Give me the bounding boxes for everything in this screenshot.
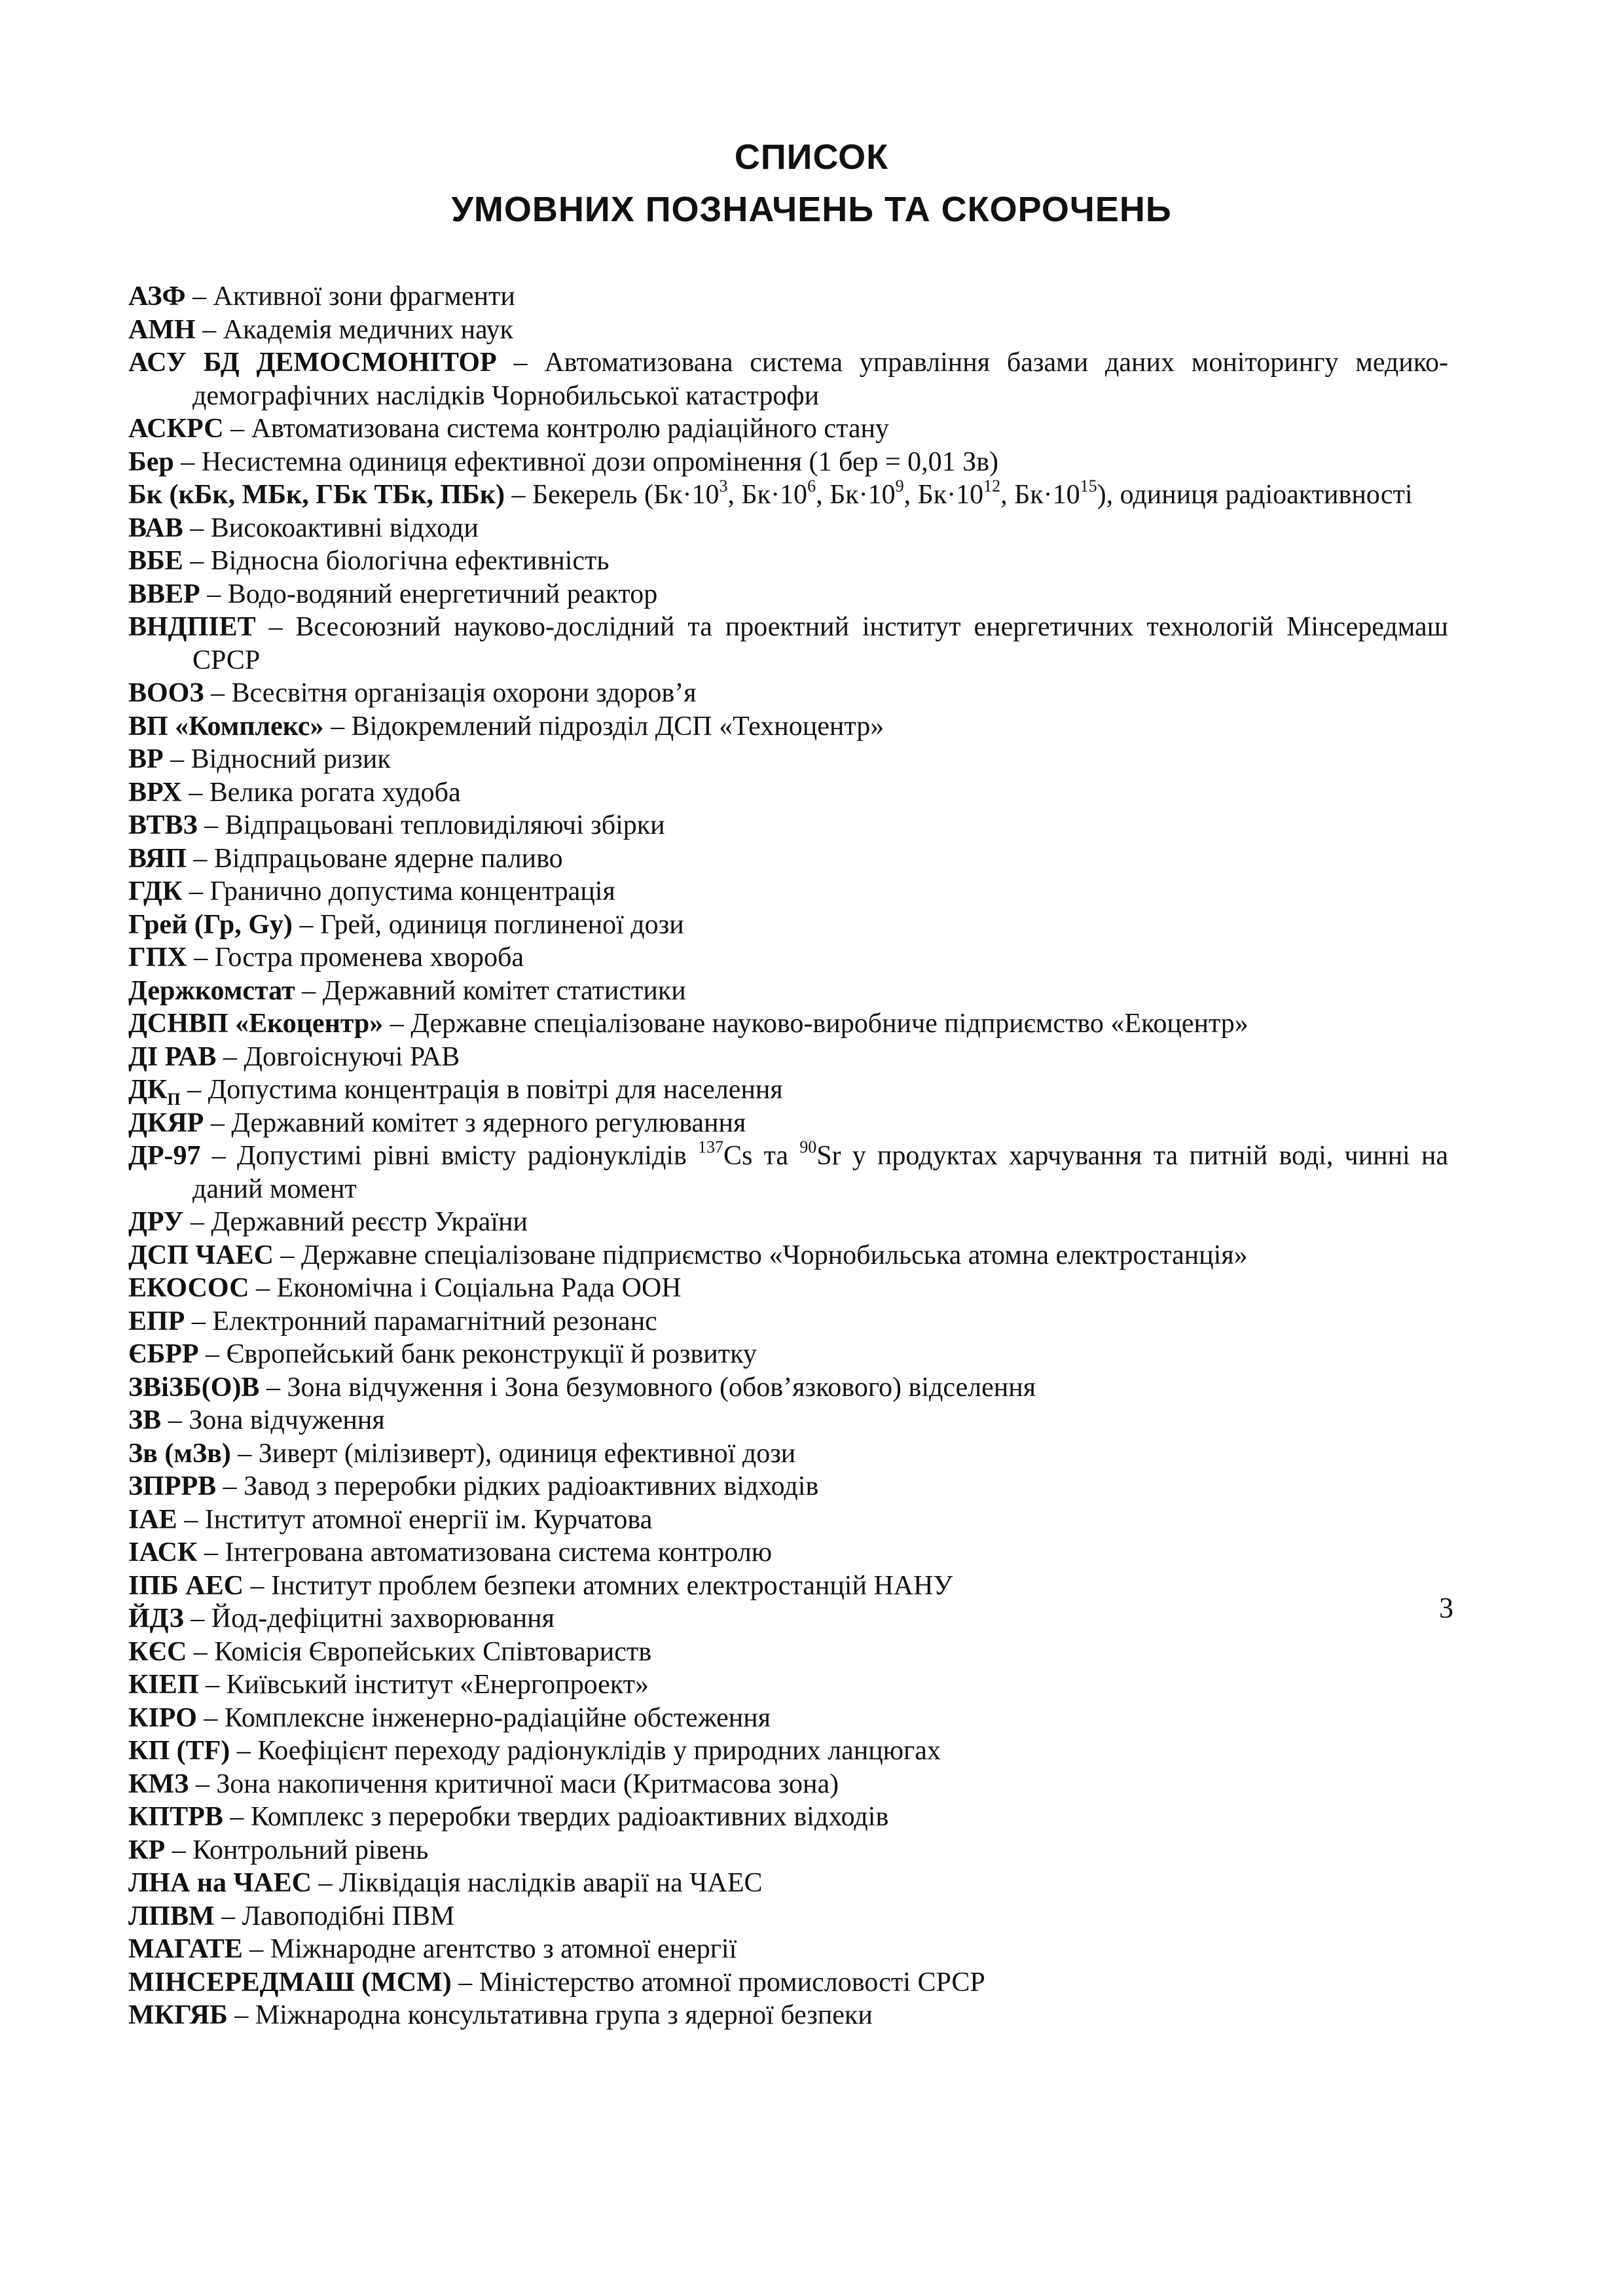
abbreviation-entry	[128, 677, 1448, 710]
abbreviation-term: АСКРС	[128, 414, 224, 444]
abbreviation-term: ІАЕ	[128, 1504, 177, 1535]
abbreviation-entry	[128, 1503, 1448, 1537]
entry-dash: –	[170, 744, 185, 774]
abbreviation-definition: Інтегрована автоматизована система контролю	[225, 1537, 773, 1568]
abbreviation-term: МІНСЕРЕДМАШ (МСМ)	[128, 1967, 452, 1998]
abbreviation-definition: Відпрацьоване ядерне паливо	[213, 843, 563, 874]
entry-dash: –	[190, 1207, 204, 1237]
abbreviation-definition: Водо-водяний енергетичний реактор	[227, 579, 658, 609]
abbreviation-definition: Комплексне інженерно-радіаційне обстеження	[224, 1702, 771, 1733]
definition-text: , Бк·10	[727, 480, 808, 510]
entry-dash: –	[230, 414, 245, 444]
abbreviation-term: ЄБРР	[128, 1339, 199, 1369]
abbreviation-definition: Комплекс з переробки твердих радіоактивних відходів	[250, 1802, 889, 1832]
abbreviation-term: АМН	[128, 314, 196, 345]
entry-dash: –	[193, 1636, 208, 1667]
abbreviation-term: ДСНВП «Екоцентр»	[128, 1009, 384, 1039]
entry-dash: –	[331, 711, 345, 742]
abbreviation-entry	[128, 941, 1448, 975]
abbreviation-definition: Автоматизована система управління базами даних моніторингу медико-демографічних наслідків Чорнобильської катастрофи	[192, 348, 1449, 411]
abbreviation-term: Зв (мЗв)	[128, 1438, 231, 1469]
abbreviation-definition: Всесвітня організація охорони здоров’я	[231, 678, 697, 708]
abbreviation-term: ГДК	[128, 876, 183, 906]
superscript: 137	[698, 1138, 723, 1157]
abbreviation-entry	[128, 1305, 1448, 1338]
abbreviation-term: Бер	[128, 446, 174, 477]
entry-dash: –	[202, 314, 217, 345]
abbreviation-entry	[128, 1933, 1448, 1966]
entry-dash: –	[172, 1835, 186, 1865]
abbreviation-definition: Зона відчуження	[189, 1405, 385, 1435]
entry-dash: –	[223, 1471, 237, 1501]
abbreviation-definition: Міністерство атомної промисловості СРСР	[479, 1967, 985, 1998]
abbreviation-term: ВНДПІЕТ	[128, 612, 256, 642]
abbreviation-term: КМЗ	[128, 1768, 189, 1799]
abbreviation-term: ЗВіЗБ(О)В	[128, 1372, 260, 1403]
abbreviation-entry	[128, 1107, 1448, 1140]
abbreviation-entry	[128, 1404, 1448, 1437]
abbreviation-term: ВП «Комплекс»	[128, 711, 324, 742]
abbreviation-definition: Відокремлений підрозділ ДСП «Техноцентр»	[351, 711, 884, 742]
abbreviation-definition: Економічна і Соціальна Рада ООН	[276, 1273, 682, 1303]
abbreviation-entry	[128, 545, 1448, 578]
abbreviation-definition: Гранично допустима концентрація	[210, 876, 615, 906]
abbreviation-term: Бк (кБк, МБк, ГБк ТБк, ПБк)	[128, 480, 505, 510]
abbreviation-definition: Велика рогата худоба	[209, 777, 461, 808]
abbreviation-entry	[128, 1834, 1448, 1867]
entry-dash: –	[255, 1273, 270, 1303]
page-number: 3	[1439, 1592, 1453, 1624]
abbreviation-definition: Довгоіснуючі РАВ	[244, 1041, 460, 1072]
entry-dash: –	[207, 579, 221, 609]
entry-dash: –	[206, 1339, 220, 1369]
entry-dash: –	[184, 1504, 198, 1535]
abbreviation-entry	[128, 1206, 1448, 1239]
superscript: 6	[807, 476, 816, 495]
abbreviation-entry	[128, 1536, 1448, 1570]
abbreviation-term: ЙДЗ	[128, 1604, 184, 1634]
abbreviation-term: КІРО	[128, 1702, 197, 1733]
abbreviation-term: ДКЯР	[128, 1107, 204, 1138]
abbreviation-entry	[128, 1801, 1448, 1834]
abbreviation-term: АЗФ	[128, 281, 186, 312]
abbreviation-definition	[532, 476, 1413, 510]
entry-dash: –	[299, 909, 314, 940]
page-title: СПИСОК	[734, 137, 889, 177]
abbreviation-definition: Ліквідація наслідків аварії на ЧАЕС	[339, 1868, 763, 1898]
abbreviation-term: МАГАТЕ	[128, 1934, 243, 1964]
abbreviation-entry	[128, 314, 1448, 347]
entry-dash: –	[318, 1868, 333, 1898]
abbreviation-term: Держкомстат	[128, 975, 295, 1006]
entry-dash: –	[191, 1604, 205, 1634]
definition-text: ), одиниця радіоактивності	[1097, 480, 1413, 510]
abbreviation-definition: Інститут проблем безпеки атомних електростанцій НАНУ	[270, 1570, 953, 1601]
abbreviation-entry	[128, 1073, 1448, 1107]
definition-text: , Бк·10	[1000, 480, 1080, 510]
abbreviation-definition: Державне спеціалізоване науково-виробниче підприємство «Екоцентр»	[410, 1009, 1249, 1039]
abbreviation-entry	[128, 346, 1448, 412]
abbreviation-definition: Відносний ризик	[191, 744, 391, 774]
abbreviation-entry	[128, 512, 1448, 545]
abbreviation-term: ВВЕР	[128, 579, 200, 609]
abbreviation-entry	[128, 1570, 1448, 1603]
abbreviation-term: ЗПРРВ	[128, 1471, 217, 1501]
abbreviation-definition: Державне спеціалізоване підприємство «Чорнобильська атомна електростанція»	[301, 1240, 1248, 1270]
entry-dash: –	[230, 1802, 244, 1832]
entry-dash: –	[458, 1967, 473, 1998]
abbreviation-entry	[128, 1470, 1448, 1503]
abbreviation-definition: Гостра променева хвороба	[214, 942, 524, 973]
abbreviation-definition: Завод з переробки рідких радіоактивних відходів	[244, 1471, 819, 1501]
abbreviation-entry	[128, 412, 1448, 446]
abbreviation-entry	[128, 446, 1448, 479]
definition-text: , Бк·10	[816, 480, 896, 510]
abbreviation-entry	[128, 809, 1448, 842]
abbreviation-entry	[128, 1636, 1448, 1669]
abbreviation-list	[128, 280, 1448, 2032]
abbreviation-definition: Коефіцієнт переходу радіонуклідів у природних ланцюгах	[257, 1736, 941, 1766]
superscript: 9	[895, 476, 904, 495]
abbreviation-term: ВТВЗ	[128, 810, 198, 840]
entry-dash: –	[190, 512, 204, 543]
abbreviation-entry	[128, 1272, 1448, 1305]
definition-text: Sr у продуктах харчування та питній воді, чинні на даний момент	[192, 1141, 1449, 1204]
entry-dash: –	[168, 1405, 182, 1435]
abbreviation-entry	[128, 1867, 1448, 1900]
entry-dash: –	[266, 1372, 280, 1403]
entry-dash: –	[302, 975, 316, 1006]
abbreviation-definition: Зона відчуження і Зона безумовного (обов’язкового) відселення	[287, 1372, 1036, 1403]
abbreviation-term: КП (TF)	[128, 1736, 230, 1766]
entry-dash: –	[236, 1736, 251, 1766]
abbreviation-entry	[128, 710, 1448, 744]
abbreviation-term: ЛНА на ЧАЕС	[128, 1868, 312, 1898]
entry-dash: –	[210, 1107, 225, 1138]
abbreviation-entry	[128, 1139, 1448, 1206]
abbreviation-entry	[128, 975, 1448, 1008]
entry-dash: –	[223, 1041, 237, 1072]
abbreviation-definition: Грей, одиниця поглиненої дози	[319, 909, 684, 940]
abbreviation-definition: Міжнародне агентство з атомної енергії	[270, 1934, 737, 1964]
abbreviation-entry	[128, 1668, 1448, 1702]
entry-dash: –	[190, 546, 204, 576]
abbreviation-term: ВАВ	[128, 512, 183, 543]
abbreviation-definition: Державний комітет статистики	[322, 975, 686, 1006]
abbreviation-entry	[128, 1338, 1448, 1371]
abbreviation-definition: Міжнародна консультативна група з ядерної безпеки	[255, 2000, 873, 2030]
abbreviation-term: ДІ РАВ	[128, 1041, 217, 1072]
abbreviation-term: ЛПВМ	[128, 1901, 215, 1931]
abbreviation-entry	[128, 478, 1448, 512]
abbreviation-term: ІПБ АЕС	[128, 1570, 244, 1601]
abbreviation-term: КР	[128, 1835, 166, 1865]
entry-dash: –	[194, 942, 208, 973]
abbreviation-term: КПТРВ	[128, 1802, 223, 1832]
superscript: 90	[799, 1138, 817, 1157]
abbreviation-term: ІАСК	[128, 1537, 198, 1568]
entry-dash: –	[513, 348, 528, 378]
abbreviation-entry	[128, 578, 1448, 611]
definition-text: Допустимі рівні вмісту радіонуклідів	[236, 1141, 698, 1171]
abbreviation-term: ВРХ	[128, 777, 182, 808]
abbreviation-entry	[128, 1371, 1448, 1405]
abbreviation-entry	[128, 1041, 1448, 1074]
entry-dash: –	[221, 1901, 236, 1931]
entry-dash: –	[238, 1438, 252, 1469]
abbreviation-entry	[128, 611, 1448, 677]
abbreviation-term: ДРУ	[128, 1207, 184, 1237]
abbreviation-entry	[128, 875, 1448, 908]
entry-dash: –	[280, 1240, 295, 1270]
abbreviation-definition: Державний комітет з ядерного регулювання	[231, 1107, 746, 1138]
abbreviation-definition: Відпрацьовані тепловиділяючі збірки	[225, 810, 665, 840]
entry-dash: –	[195, 1768, 210, 1799]
abbreviation-definition: Державний реєстр України	[211, 1207, 528, 1237]
abbreviation-term: ВБЕ	[128, 546, 183, 576]
abbreviation-definition: Контрольний рівень	[192, 1835, 429, 1865]
abbreviation-entry	[128, 908, 1448, 942]
entry-dash: –	[234, 2000, 249, 2030]
entry-dash: –	[250, 1570, 264, 1601]
abbreviation-term: ДР-97	[128, 1141, 201, 1171]
abbreviation-entry	[128, 1239, 1448, 1272]
abbreviation-definition: Високоактивні відходи	[210, 512, 479, 543]
abbreviation-definition	[192, 1138, 1449, 1204]
abbreviation-term: ДК	[128, 1075, 168, 1105]
entry-dash: –	[181, 446, 195, 477]
abbreviation-term: ДСП ЧАЕС	[128, 1240, 274, 1270]
abbreviation-definition: Електронний парамагнітний резонанс	[212, 1306, 657, 1336]
entry-dash: –	[211, 678, 225, 708]
entry-dash: –	[268, 612, 283, 642]
abbreviation-entry	[128, 776, 1448, 810]
entry-dash: –	[191, 1306, 206, 1336]
abbreviation-entry	[128, 280, 1448, 314]
superscript: 3	[719, 476, 728, 495]
abbreviation-entry	[128, 1702, 1448, 1735]
superscript: 15	[1080, 476, 1097, 495]
entry-dash: –	[193, 843, 208, 874]
abbreviation-term: ВООЗ	[128, 678, 204, 708]
abbreviation-term: ВЯП	[128, 843, 187, 874]
abbreviation-definition: Комісія Європейських Співтовариств	[214, 1636, 652, 1667]
entry-dash: –	[204, 810, 219, 840]
entry-dash: –	[189, 876, 203, 906]
abbreviation-entry	[128, 743, 1448, 776]
abbreviation-definition: Допустима концентрація в повітрі для населення	[208, 1075, 783, 1105]
entry-dash: –	[187, 1075, 202, 1105]
abbreviation-term: АСУ БД ДЕМОСМОНІТОР	[128, 348, 497, 378]
abbreviation-entry	[128, 1007, 1448, 1041]
abbreviation-definition: Зона накопичення критичної маси (Критмасова зона)	[216, 1768, 839, 1799]
definition-text: Бекерель (Бк·10	[532, 480, 720, 510]
entry-dash: –	[204, 1537, 218, 1568]
abbreviation-term: МКГЯБ	[128, 2000, 228, 2030]
abbreviation-term: КІЕП	[128, 1670, 199, 1700]
abbreviation-definition: Академія медичних наук	[223, 314, 513, 345]
abbreviation-entry	[128, 1437, 1448, 1471]
abbreviation-term: ЕКОСОС	[128, 1273, 249, 1303]
definition-text: , Бк·10	[903, 480, 984, 510]
abbreviation-entry	[128, 1966, 1448, 2000]
abbreviation-term: ВР	[128, 744, 164, 774]
abbreviation-entry	[128, 1768, 1448, 1801]
abbreviation-entry	[128, 1602, 1448, 1636]
abbreviation-definition: Йод-дефіцитні захворювання	[211, 1604, 555, 1634]
entry-dash: –	[211, 1141, 226, 1171]
abbreviation-definition: Київський інститут «Енергопроект»	[226, 1670, 649, 1700]
abbreviation-definition: Всесоюзний науково-дослідний та проектний інститут енергетичних технологій Мінсередмаш СРСР	[192, 612, 1449, 675]
superscript: 12	[983, 476, 1001, 495]
abbreviation-term: ЕПР	[128, 1306, 185, 1336]
entry-dash: –	[249, 1934, 264, 1964]
entry-dash: –	[511, 480, 526, 510]
abbreviation-entry	[128, 842, 1448, 876]
abbreviation-definition: Лавоподібні ПВМ	[242, 1901, 455, 1931]
abbreviation-entry	[128, 1999, 1448, 2032]
abbreviation-definition: Відносна біологічна ефективність	[210, 546, 610, 576]
abbreviation-entry	[128, 1900, 1448, 1933]
definition-text: Cs та	[723, 1141, 800, 1171]
entry-dash: –	[390, 1009, 404, 1039]
abbreviation-entry	[128, 1734, 1448, 1768]
entry-dash: –	[192, 281, 207, 312]
abbreviation-definition: Активної зони фрагменти	[213, 281, 515, 312]
entry-dash: –	[204, 1702, 218, 1733]
abbreviation-definition: Інститут атомної енергії ім. Курчатова	[204, 1504, 653, 1535]
abbreviation-subscript: П	[167, 1090, 181, 1109]
entry-dash: –	[189, 777, 203, 808]
abbreviation-term: ЗВ	[128, 1405, 162, 1435]
abbreviation-definition: Несистемна одиниця ефективної дози опромінення (1 бер = 0,01 Зв)	[201, 446, 999, 477]
entry-dash: –	[205, 1670, 219, 1700]
abbreviation-definition: Автоматизована система контролю радіаційного стану	[251, 414, 890, 444]
page-subtitle: УМОВНИХ ПОЗНАЧЕНЬ ТА СКОРОЧЕНЬ	[451, 190, 1172, 229]
abbreviation-term: ГПХ	[128, 942, 187, 973]
abbreviation-term: Грей (Гр, Gy)	[128, 909, 293, 940]
abbreviation-term: КЄС	[128, 1636, 187, 1667]
abbreviation-definition: Європейський банк реконструкції й розвитку	[226, 1339, 757, 1369]
abbreviation-definition: Зиверт (мілізиверт), одиниця ефективної дози	[258, 1438, 796, 1469]
